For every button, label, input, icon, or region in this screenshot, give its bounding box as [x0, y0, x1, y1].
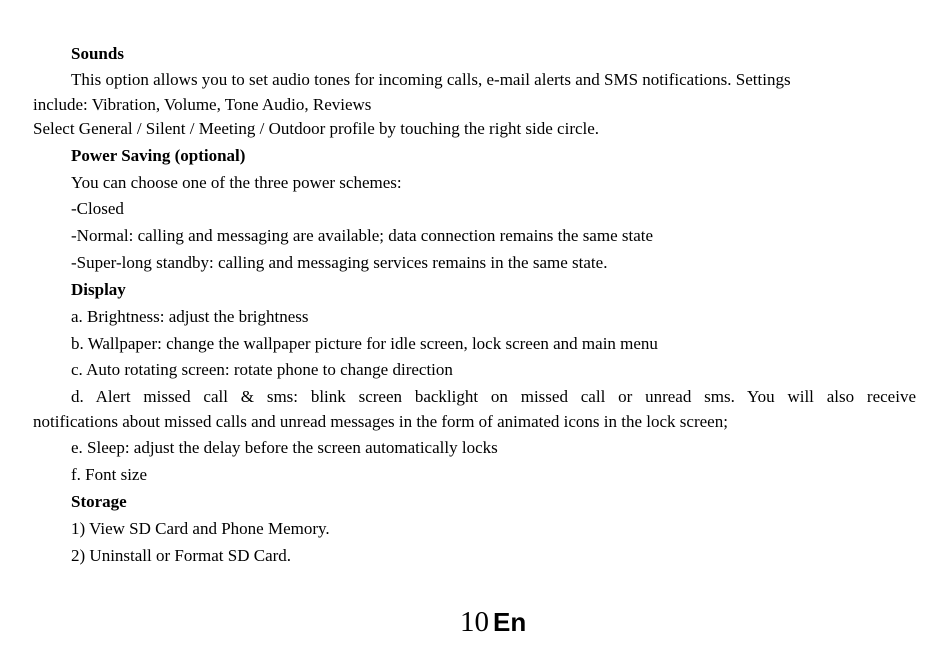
display-item-wallpaper: b. Wallpaper: change the wallpaper picture for idle screen, lock screen and main menu: [71, 334, 658, 353]
language-label: En: [493, 607, 527, 637]
display-item-sleep: e. Sleep: adjust the delay before the screen automatically locks: [71, 438, 498, 457]
sounds-paragraph-line-2: include: Vibration, Volume, Tone Audio, Reviews: [33, 95, 372, 114]
display-item-alert-line-1: d. Alert missed call & sms: blink screen backlight on missed call or unread sms. You will also receive: [71, 387, 916, 406]
storage-item-view: 1) View SD Card and Phone Memory.: [71, 519, 330, 538]
power-saving-heading: Power Saving (optional): [71, 146, 246, 165]
page-number: 10: [460, 606, 489, 638]
display-item-font-size: f. Font size: [71, 465, 148, 484]
sounds-heading: Sounds: [71, 44, 124, 63]
display-item-auto-rotate: c. Auto rotating screen: rotate phone to change direction: [71, 360, 453, 379]
display-item-alert-line-2: notifications about missed calls and unread messages in the form of animated icons in the lock screen;: [33, 412, 728, 431]
storage-heading: Storage: [71, 492, 127, 511]
power-saving-intro: You can choose one of the three power schemes:: [71, 173, 402, 192]
storage-item-format: 2) Uninstall or Format SD Card.: [71, 546, 292, 565]
sounds-paragraph-line-1: This option allows you to set audio tones for incoming calls, e-mail alerts and SMS notifications. Settings: [71, 70, 791, 89]
display-item-brightness: a. Brightness: adjust the brightness: [71, 307, 309, 326]
power-option-closed: -Closed: [71, 199, 124, 218]
page-footer: [460, 605, 526, 639]
display-heading: Display: [71, 280, 126, 299]
sounds-paragraph-line-3: Select General / Silent / Meeting / Outdoor profile by touching the right side circle.: [33, 119, 600, 138]
power-option-normal: -Normal: calling and messaging are available; data connection remains the same state: [71, 226, 654, 245]
power-option-super-long-standby: -Super-long standby: calling and messaging services remains in the same state.: [71, 253, 608, 272]
